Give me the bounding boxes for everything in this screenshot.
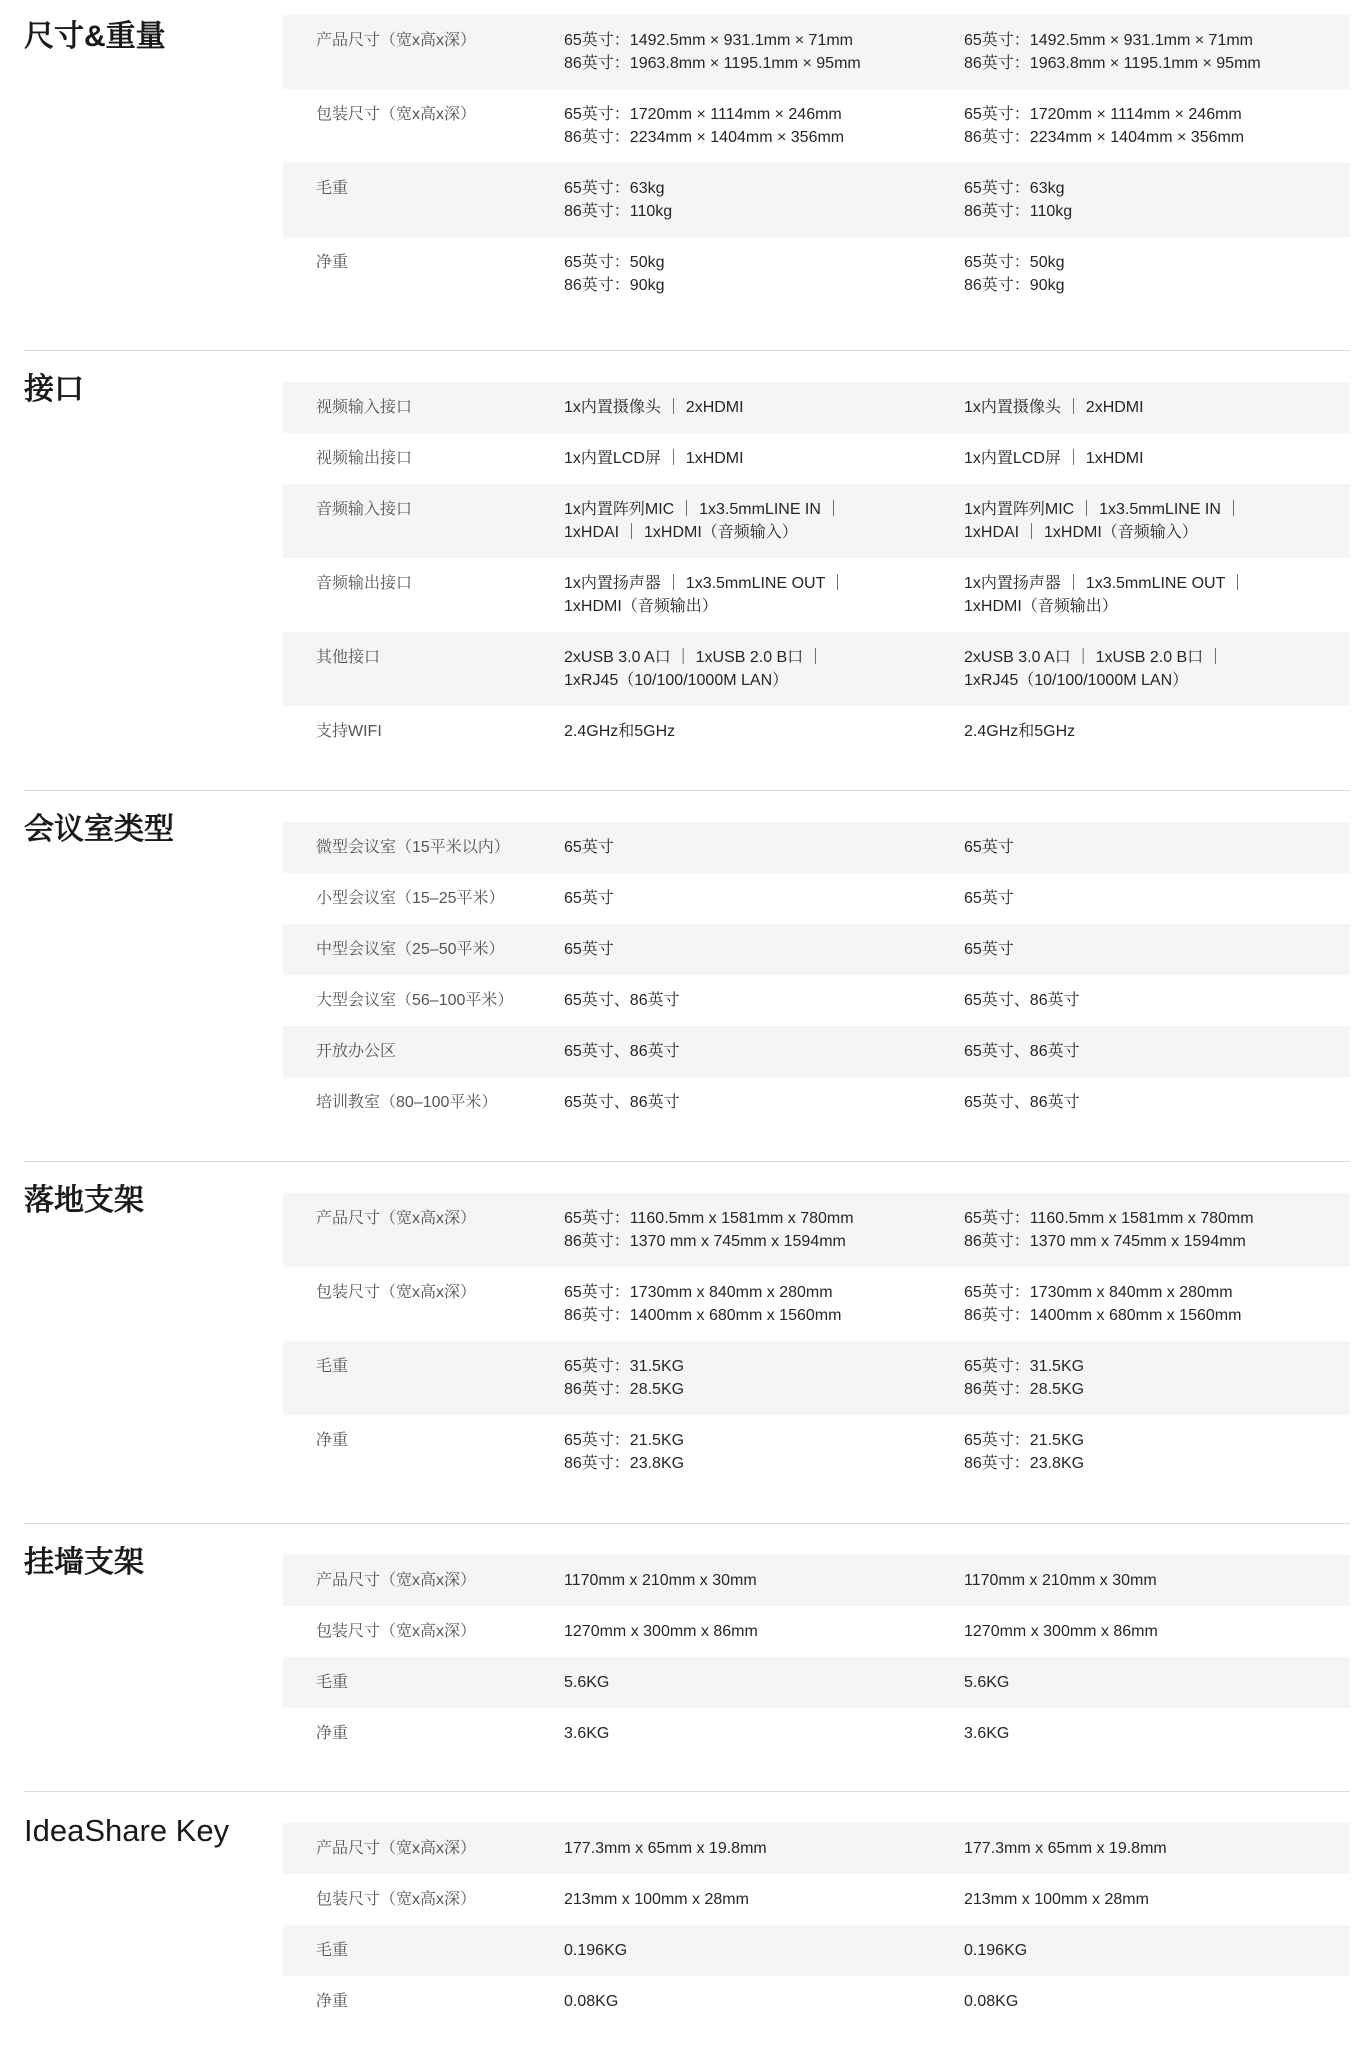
spec-label: 产品尺寸（宽x高x深） <box>316 1572 477 1589</box>
spec-section <box>24 0 1350 351</box>
spec-value-line: 86英寸：1370 mm x 745mm x 1594mm <box>564 1233 846 1250</box>
spec-section <box>24 1792 1350 2047</box>
spec-value-line: 1270mm x 300mm x 86mm <box>964 1623 1158 1640</box>
spec-value-line: 86英寸：28.5KG <box>564 1381 685 1398</box>
spec-value-line: 1xHDAI ｜ 1xHDMI（音频输入） <box>964 524 1198 541</box>
spec-row <box>283 1026 1350 1077</box>
spec-row <box>283 163 1350 237</box>
spec-row <box>283 1606 1350 1657</box>
spec-value-line: 65英寸：63kg <box>564 180 665 197</box>
spec-value-model-2 <box>964 938 1350 961</box>
spec-row <box>283 558 1350 632</box>
spec-value-model-2 <box>964 1990 1350 2013</box>
spec-label: 音频输出接口 <box>316 575 413 592</box>
spec-value-model-1 <box>564 1429 964 1475</box>
spec-value-model-2 <box>964 1888 1350 1911</box>
spec-label: 毛重 <box>316 1942 349 1959</box>
spec-value-line: 5.6KG <box>564 1674 610 1691</box>
spec-value-line: 1xRJ45（10/100/1000M LAN） <box>564 672 789 689</box>
spec-value-line: 86英寸：90kg <box>564 277 665 294</box>
spec-value-line: 1xHDAI ｜ 1xHDMI（音频输入） <box>564 524 798 541</box>
spec-row <box>283 382 1350 433</box>
spec-value-line: 65英寸：1720mm × 1114mm × 246mm <box>964 106 1242 123</box>
spec-label: 净重 <box>316 1725 349 1742</box>
spec-value-model-1 <box>564 646 964 692</box>
spec-rows <box>283 1524 1350 1759</box>
spec-value-model-2 <box>964 447 1350 470</box>
spec-value-model-1 <box>564 103 964 149</box>
spec-section <box>24 351 1350 791</box>
spec-label: 包装尺寸（宽x高x深） <box>316 1623 477 1640</box>
spec-value-line: 65英寸 <box>964 941 1014 958</box>
spec-value-line: 65英寸：63kg <box>964 180 1065 197</box>
spec-row <box>283 1193 1350 1267</box>
spec-section <box>24 1162 1350 1524</box>
spec-value-model-2 <box>964 29 1350 75</box>
spec-value-model-2 <box>964 1281 1350 1327</box>
spec-label: 毛重 <box>316 180 349 197</box>
spec-value-model-1 <box>564 251 964 297</box>
spec-section <box>24 1524 1350 1792</box>
spec-row <box>283 1267 1350 1341</box>
spec-value-line: 65英寸、86英寸 <box>564 1094 680 1111</box>
spec-value-line: 86英寸：110kg <box>564 203 673 220</box>
spec-value-model-1 <box>564 1990 964 2013</box>
spec-value-line: 213mm x 100mm x 28mm <box>564 1891 749 1908</box>
spec-value-line: 1x内置扬声器 ｜ 1x3.5mmLINE OUT ｜ <box>964 575 1246 592</box>
spec-value-model-1 <box>564 938 964 961</box>
spec-rows <box>283 1792 1350 2027</box>
spec-value-line: 0.196KG <box>564 1942 628 1959</box>
spec-value-model-1 <box>564 1722 964 1745</box>
spec-value-model-2 <box>964 1569 1350 1592</box>
spec-row <box>283 1874 1350 1925</box>
spec-value-line: 65英寸：1160.5mm x 1581mm x 780mm <box>964 1210 1254 1227</box>
spec-value-line: 2.4GHz和5GHz <box>964 723 1076 740</box>
spec-label: 中型会议室（25–50平米） <box>316 941 505 958</box>
spec-value-model-1 <box>564 1569 964 1592</box>
spec-value-line: 65英寸、86英寸 <box>964 1094 1080 1111</box>
spec-row <box>283 1077 1350 1128</box>
spec-value-model-2 <box>964 1620 1350 1643</box>
spec-label: 视频输入接口 <box>316 399 413 416</box>
spec-row <box>283 1555 1350 1606</box>
spec-row <box>283 706 1350 757</box>
spec-value-model-1 <box>564 498 964 544</box>
section-title: IdeaShare Key <box>24 1813 230 1848</box>
spec-label: 产品尺寸（宽x高x深） <box>316 1210 477 1227</box>
spec-value-model-2 <box>964 396 1350 419</box>
spec-value-line: 1x内置阵列MIC ｜ 1x3.5mmLINE IN ｜ <box>964 501 1242 518</box>
spec-value-line: 1xHDMI（音频输出） <box>564 598 718 615</box>
spec-row <box>283 924 1350 975</box>
spec-label: 微型会议室（15平米以内） <box>316 839 510 856</box>
spec-label: 产品尺寸（宽x高x深） <box>316 1840 477 1857</box>
spec-value-line: 65英寸、86英寸 <box>564 992 680 1009</box>
spec-value-line: 65英寸：50kg <box>964 254 1065 271</box>
spec-row <box>283 484 1350 558</box>
spec-value-model-2 <box>964 1355 1350 1401</box>
spec-value-model-1 <box>564 720 964 743</box>
spec-row <box>283 1708 1350 1759</box>
spec-value-line: 65英寸：1730mm x 840mm x 280mm <box>564 1284 833 1301</box>
spec-value-line: 86英寸：1963.8mm × 1195.1mm × 95mm <box>564 55 861 72</box>
spec-label: 开放办公区 <box>316 1043 397 1060</box>
spec-value-line: 65英寸：1492.5mm × 931.1mm × 71mm <box>964 32 1254 49</box>
spec-label: 小型会议室（15–25平米） <box>316 890 505 907</box>
spec-value-model-2 <box>964 887 1350 910</box>
spec-value-line: 1x内置阵列MIC ｜ 1x3.5mmLINE IN ｜ <box>564 501 842 518</box>
spec-rows <box>283 0 1350 311</box>
spec-label: 净重 <box>316 1432 349 1449</box>
spec-value-model-2 <box>964 1429 1350 1475</box>
spec-rows <box>283 1162 1350 1489</box>
spec-label: 音频输入接口 <box>316 501 413 518</box>
spec-value-line: 65英寸：21.5KG <box>964 1432 1085 1449</box>
spec-value-model-2 <box>964 177 1350 223</box>
spec-value-model-2 <box>964 989 1350 1012</box>
spec-label: 支持WIFI <box>316 723 382 740</box>
spec-value-line: 1xRJ45（10/100/1000M LAN） <box>964 672 1189 689</box>
spec-label: 毛重 <box>316 1674 349 1691</box>
spec-value-line: 65英寸：21.5KG <box>564 1432 685 1449</box>
spec-row <box>283 873 1350 924</box>
spec-value-line: 2xUSB 3.0 A口 ｜ 1xUSB 2.0 B口 ｜ <box>964 649 1224 666</box>
spec-rows <box>283 351 1350 757</box>
spec-value-model-2 <box>964 1091 1350 1114</box>
spec-value-model-1 <box>564 1355 964 1401</box>
spec-value-model-2 <box>964 646 1350 692</box>
spec-label: 净重 <box>316 1993 349 2010</box>
spec-label: 其他接口 <box>316 649 381 666</box>
spec-value-line: 65英寸：50kg <box>564 254 665 271</box>
spec-value-model-2 <box>964 498 1350 544</box>
spec-value-model-1 <box>564 1281 964 1327</box>
spec-value-model-1 <box>564 1939 964 1962</box>
spec-value-model-1 <box>564 1207 964 1253</box>
spec-value-model-2 <box>964 103 1350 149</box>
section-title: 会议室类型 <box>24 813 174 846</box>
spec-value-line: 2.4GHz和5GHz <box>564 723 676 740</box>
spec-value-model-2 <box>964 1040 1350 1063</box>
spec-value-line: 0.08KG <box>564 1993 619 2010</box>
spec-value-line: 3.6KG <box>564 1725 610 1742</box>
spec-row <box>283 89 1350 163</box>
spec-value-line: 1x内置LCD屏 ｜ 1xHDMI <box>964 450 1144 467</box>
spec-row <box>283 237 1350 311</box>
spec-value-line: 0.08KG <box>964 1993 1019 2010</box>
spec-value-line: 2xUSB 3.0 A口 ｜ 1xUSB 2.0 B口 ｜ <box>564 649 824 666</box>
spec-value-line: 86英寸：28.5KG <box>964 1381 1085 1398</box>
spec-label: 产品尺寸（宽x高x深） <box>316 32 477 49</box>
spec-value-line: 65英寸、86英寸 <box>564 1043 680 1060</box>
spec-label: 大型会议室（56–100平米） <box>316 992 514 1009</box>
spec-section <box>24 791 1350 1162</box>
spec-label: 毛重 <box>316 1358 349 1375</box>
spec-value-line: 86英寸：2234mm × 1404mm × 356mm <box>564 129 845 146</box>
spec-value-model-1 <box>564 989 964 1012</box>
spec-value-model-2 <box>964 1722 1350 1745</box>
spec-value-model-1 <box>564 396 964 419</box>
spec-row <box>283 822 1350 873</box>
spec-value-model-2 <box>964 1207 1350 1253</box>
spec-value-model-1 <box>564 177 964 223</box>
spec-value-line: 86英寸：110kg <box>964 203 1073 220</box>
spec-value-line: 65英寸：1720mm × 1114mm × 246mm <box>564 106 842 123</box>
spec-row <box>283 433 1350 484</box>
spec-row <box>283 1925 1350 1976</box>
spec-value-line: 213mm x 100mm x 28mm <box>964 1891 1149 1908</box>
spec-value-model-1 <box>564 836 964 859</box>
spec-row <box>283 975 1350 1026</box>
spec-table <box>24 0 1350 2047</box>
spec-label: 培训教室（80–100平米） <box>316 1094 498 1111</box>
spec-value-model-1 <box>564 447 964 470</box>
section-title: 尺寸&重量 <box>24 20 166 53</box>
spec-value-model-1 <box>564 887 964 910</box>
spec-value-model-1 <box>564 1837 964 1860</box>
spec-row <box>283 1823 1350 1874</box>
spec-value-model-1 <box>564 29 964 75</box>
spec-row <box>283 1657 1350 1708</box>
spec-value-line: 86英寸：2234mm × 1404mm × 356mm <box>964 129 1245 146</box>
spec-value-line: 65英寸：31.5KG <box>964 1358 1085 1375</box>
spec-value-line: 86英寸：90kg <box>964 277 1065 294</box>
spec-value-line: 1x内置LCD屏 ｜ 1xHDMI <box>564 450 744 467</box>
section-title: 落地支架 <box>24 1184 144 1217</box>
spec-label: 包装尺寸（宽x高x深） <box>316 106 477 123</box>
spec-value-line: 86英寸：23.8KG <box>564 1455 685 1472</box>
spec-value-line: 65英寸：1160.5mm x 1581mm x 780mm <box>564 1210 854 1227</box>
spec-value-line: 65英寸 <box>564 890 614 907</box>
spec-value-line: 3.6KG <box>964 1725 1010 1742</box>
spec-value-line: 65英寸 <box>964 890 1014 907</box>
spec-rows <box>283 791 1350 1128</box>
spec-value-model-2 <box>964 1939 1350 1962</box>
spec-value-model-1 <box>564 1671 964 1694</box>
spec-row <box>283 1341 1350 1415</box>
spec-value-line: 65英寸 <box>564 839 614 856</box>
spec-value-line: 1170mm x 210mm x 30mm <box>964 1572 1157 1589</box>
spec-label: 包装尺寸（宽x高x深） <box>316 1284 477 1301</box>
spec-value-line: 65英寸、86英寸 <box>964 992 1080 1009</box>
spec-value-line: 1170mm x 210mm x 30mm <box>564 1572 757 1589</box>
spec-value-model-2 <box>964 720 1350 743</box>
spec-value-line: 0.196KG <box>964 1942 1028 1959</box>
spec-value-model-1 <box>564 1091 964 1114</box>
spec-value-line: 65英寸、86英寸 <box>964 1043 1080 1060</box>
spec-value-line: 5.6KG <box>964 1674 1010 1691</box>
spec-value-model-2 <box>964 572 1350 618</box>
spec-row <box>283 1415 1350 1489</box>
spec-value-line: 86英寸：23.8KG <box>964 1455 1085 1472</box>
spec-row <box>283 1976 1350 2027</box>
spec-value-model-1 <box>564 1888 964 1911</box>
spec-label: 视频输出接口 <box>316 450 413 467</box>
spec-value-line: 86英寸：1400mm x 680mm x 1560mm <box>964 1307 1242 1324</box>
spec-value-line: 1x内置扬声器 ｜ 1x3.5mmLINE OUT ｜ <box>564 575 846 592</box>
spec-value-model-1 <box>564 1040 964 1063</box>
spec-label: 包装尺寸（宽x高x深） <box>316 1891 477 1908</box>
spec-row <box>283 15 1350 89</box>
spec-value-line: 177.3mm x 65mm x 19.8mm <box>964 1840 1167 1857</box>
spec-value-line: 65英寸：1730mm x 840mm x 280mm <box>964 1284 1233 1301</box>
spec-value-line: 65英寸：1492.5mm × 931.1mm × 71mm <box>564 32 854 49</box>
spec-value-line: 86英寸：1963.8mm × 1195.1mm × 95mm <box>964 55 1261 72</box>
spec-value-line: 177.3mm x 65mm x 19.8mm <box>564 1840 767 1857</box>
section-title: 接口 <box>24 373 84 406</box>
spec-value-line: 1x内置摄像头 ｜ 2xHDMI <box>564 399 744 416</box>
spec-value-line: 86英寸：1370 mm x 745mm x 1594mm <box>964 1233 1246 1250</box>
spec-value-model-2 <box>964 836 1350 859</box>
spec-value-line: 1xHDMI（音频输出） <box>964 598 1118 615</box>
spec-value-model-2 <box>964 1671 1350 1694</box>
spec-value-model-1 <box>564 1620 964 1643</box>
spec-value-line: 86英寸：1400mm x 680mm x 1560mm <box>564 1307 842 1324</box>
spec-label: 净重 <box>316 254 349 271</box>
spec-row <box>283 632 1350 706</box>
spec-value-model-2 <box>964 251 1350 297</box>
spec-value-line: 65英寸：31.5KG <box>564 1358 685 1375</box>
section-title: 挂墙支架 <box>24 1546 144 1579</box>
spec-value-line: 1x内置摄像头 ｜ 2xHDMI <box>964 399 1144 416</box>
spec-value-model-1 <box>564 572 964 618</box>
spec-value-line: 1270mm x 300mm x 86mm <box>564 1623 758 1640</box>
spec-value-line: 65英寸 <box>564 941 614 958</box>
spec-value-line: 65英寸 <box>964 839 1014 856</box>
spec-value-model-2 <box>964 1837 1350 1860</box>
